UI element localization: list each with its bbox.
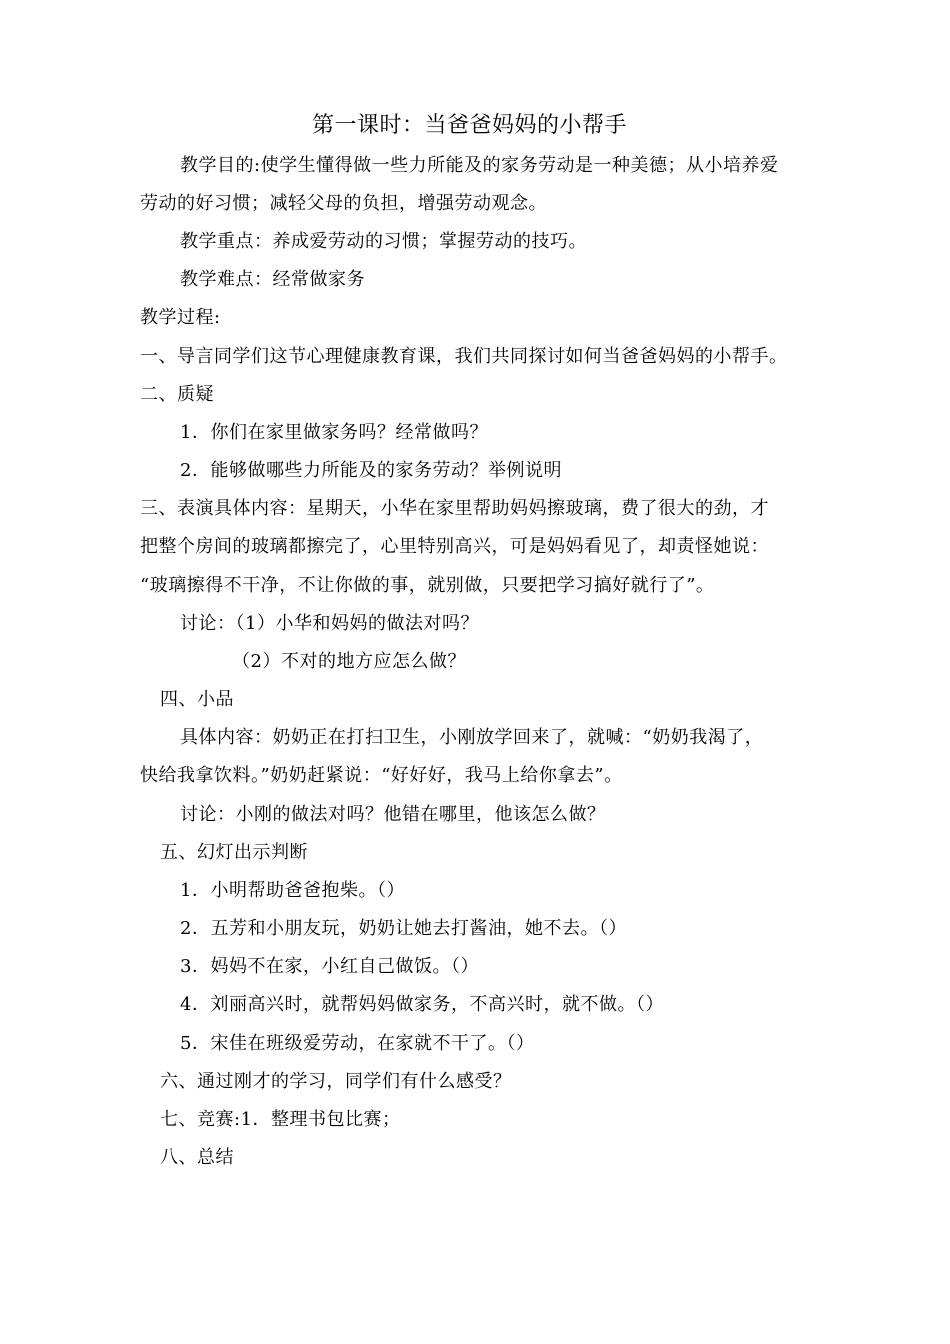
text-line: 3．妈妈不在家，小红自己做饭。（） (180, 956, 479, 977)
text-line: 五、幻灯出示判断 (160, 842, 308, 863)
text-line: 八、总结 (160, 1147, 234, 1168)
text-line: “玻璃擦得不干净，不让你做的事，就别做，只要把学习搞好就行了”。 (140, 575, 715, 596)
text-line: 六、通过刚才的学习，同学们有什么感受？ (160, 1071, 512, 1092)
text-line: 讨论：（1）小华和妈妈的做法对吗？ (180, 613, 479, 634)
text-line: 一、导言同学们这节心理健康教育课，我们共同探讨如何当爸爸妈妈的小帮手。 (140, 346, 788, 367)
text-line: 三、表演具体内容：星期天，小华在家里帮助妈妈擦玻璃，费了很大的劲，才 (140, 498, 769, 519)
text-line: 讨论：小刚的做法对吗？他错在哪里，他该怎么做？ (180, 804, 606, 825)
text-line: 教学目的:使学生懂得做一些力所能及的家务劳动是一种美德；从小培养爱 (180, 155, 779, 176)
text-line: 二、质疑 (140, 384, 214, 405)
text-line: 5．宋佳在班级爱劳动，在家就不干了。（） (180, 1033, 535, 1054)
text-line: 快给我拿饮料。”奶奶赶紧说：“好好好，我马上给你拿去”。 (140, 765, 623, 786)
text-line: 把整个房间的玻璃都擦完了，心里特别高兴，可是妈妈看见了，却责怪她说： (140, 536, 769, 557)
text-line: 教学过程: (140, 307, 221, 328)
text-line: 七、竞赛:1．整理书包比赛； (160, 1109, 401, 1130)
text-line: 具体内容：奶奶正在打扫卫生，小刚放学回来了，就喊：“奶奶我渴了， (180, 727, 764, 748)
text-line: 1．你们在家里做家务吗？经常做吗？ (180, 422, 488, 443)
text-line: 1．小明帮助爸爸抱柴。（） (180, 880, 405, 901)
text-line: （2）不对的地方应怎么做？ (232, 651, 466, 672)
text-line: 四、小品 (160, 689, 234, 710)
text-line: 劳动的好习惯；减轻父母的负担，增强劳动观念。 (140, 193, 547, 214)
page-title: 第一课时：当爸爸妈妈的小帮手 (312, 113, 628, 138)
text-line: 4．刘丽高兴时，就帮妈妈做家务，不高兴时，就不做。（） (180, 994, 664, 1015)
text-line: 2．五芳和小朋友玩，奶奶让她去打酱油，她不去。（） (180, 918, 627, 939)
text-line: 教学难点：经常做家务 (180, 269, 365, 290)
text-line: 教学重点：养成爱劳动的习惯；掌握劳动的技巧。 (180, 231, 587, 252)
text-line: 2．能够做哪些力所能及的家务劳动？举例说明 (180, 460, 562, 481)
